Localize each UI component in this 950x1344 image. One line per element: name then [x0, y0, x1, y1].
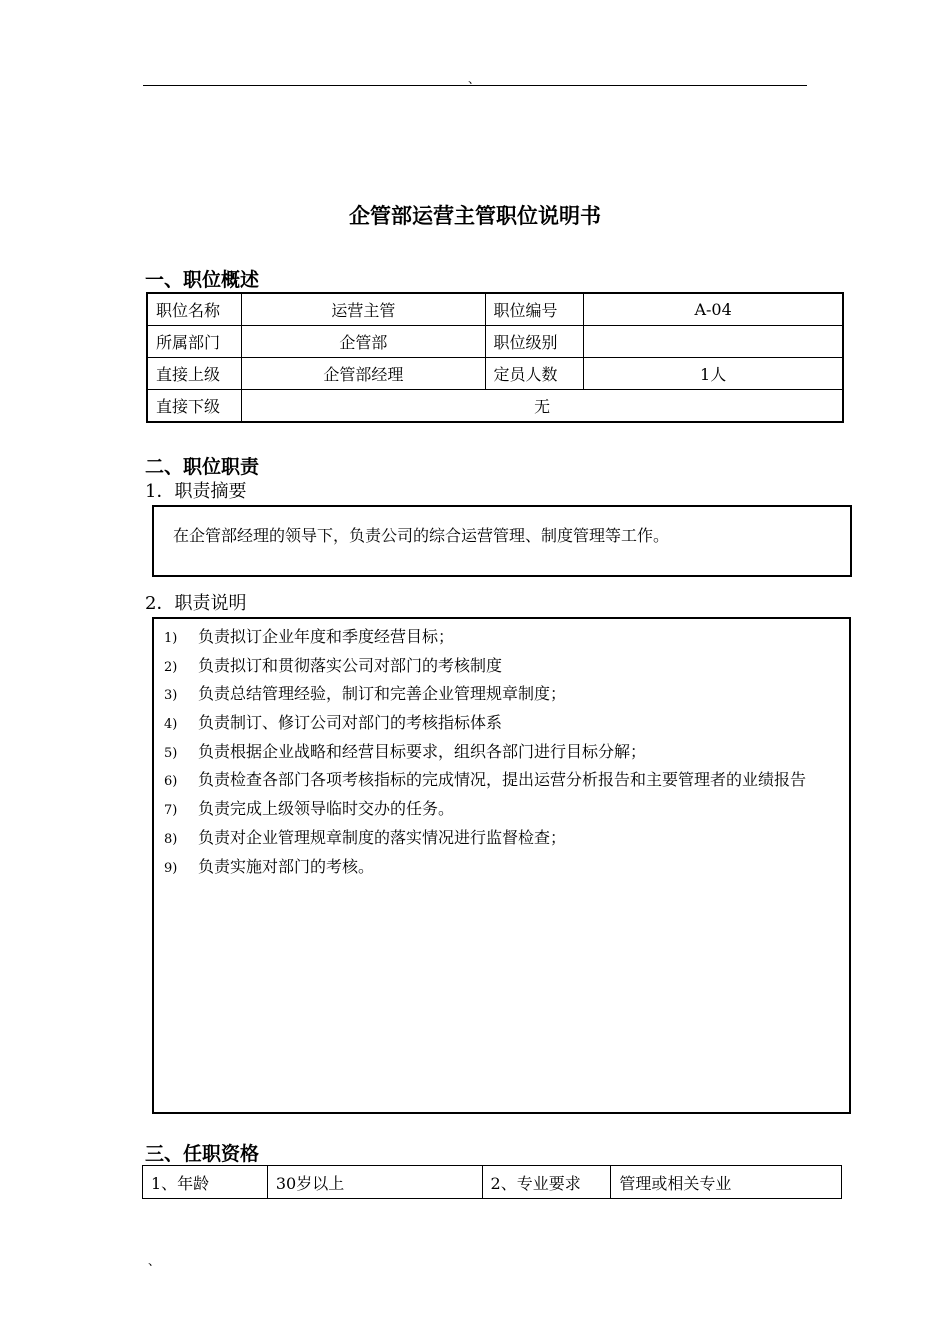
table-cell: 管理或相关专业: [611, 1166, 842, 1199]
header-mark: 、: [468, 72, 481, 86]
list-text: 负责拟订和贯彻落实公司对部门的考核制度: [198, 655, 503, 675]
qualification-table: [142, 1165, 842, 1199]
list-number: 4): [164, 717, 178, 733]
list-item: [164, 856, 841, 879]
list-item: [164, 798, 841, 821]
section2-heading: 二、职位职责: [145, 456, 260, 478]
table-row: [143, 1166, 842, 1199]
list-item: [164, 769, 841, 792]
duty-detail-box: [152, 617, 851, 1114]
list-number: 8): [164, 831, 178, 847]
duty-summary-heading: 1．职责摘要: [145, 481, 247, 502]
duty-summary-text: 在企管部经理的领导下，负责公司的综合运营管理、制度管理等工作。: [173, 526, 670, 545]
list-number: 1): [164, 631, 178, 646]
table-cell: 运营主管: [242, 293, 485, 326]
table-cell: 职位编号: [485, 293, 584, 326]
duty-detail-heading: 2．职责说明: [145, 593, 247, 614]
table-cell: 职位名称: [147, 293, 242, 326]
list-item: [164, 712, 841, 735]
table-cell: 无: [242, 390, 843, 423]
list-number: 3): [164, 688, 178, 704]
table-cell: 2、专业要求: [482, 1166, 611, 1199]
table-row: [147, 293, 843, 326]
list-text: 负责检查各部门各项考核指标的完成情况，提出运营分析报告和主要管理者的业绩报告: [198, 770, 807, 790]
table-cell: 定员人数: [485, 358, 584, 390]
list-text: 负责对企业管理规章制度的落实情况进行监督检查；: [198, 827, 567, 847]
table-row: [147, 358, 843, 390]
list-item: [164, 741, 841, 764]
list-item: [164, 655, 841, 678]
duty-list: [154, 619, 849, 879]
list-text: 负责总结管理经验，制订和完善企业管理规章制度；: [198, 684, 567, 704]
footer-mark: 、: [148, 1254, 161, 1268]
list-number: 6): [164, 774, 178, 790]
table-cell: 1人: [584, 358, 843, 390]
position-overview-table: [146, 292, 844, 423]
table-cell: 所属部门: [147, 326, 242, 358]
table-cell: 直接上级: [147, 358, 242, 390]
table-cell: A-04: [584, 293, 843, 326]
table-cell: 企管部: [242, 326, 485, 358]
list-number: 5): [164, 745, 178, 761]
list-number: 7): [164, 803, 178, 819]
list-item: [164, 683, 841, 706]
duty-summary-box: [152, 505, 852, 577]
list-text: 负责完成上级领导临时交办的任务。: [198, 799, 455, 819]
table-row: [147, 390, 843, 423]
document-title: 企管部运营主管职位说明书: [349, 204, 601, 228]
list-number: 2): [164, 659, 178, 675]
list-text: 负责制订、修订公司对部门的考核指标体系: [198, 713, 503, 733]
header-rule: [143, 85, 807, 86]
table-cell: 职位级别: [485, 326, 584, 358]
table-cell: 直接下级: [147, 390, 242, 423]
list-item: [164, 827, 841, 850]
table-row: [147, 326, 843, 358]
table-cell: 30岁以上: [267, 1166, 482, 1199]
list-text: 负责实施对部门的考核。: [198, 856, 375, 876]
section3-heading: 三、任职资格: [145, 1143, 260, 1165]
list-number: 9): [164, 860, 178, 876]
list-text: 负责根据企业战略和经营目标要求，组织各部门进行目标分解；: [198, 741, 647, 761]
table-cell: 1、年龄: [143, 1166, 268, 1199]
section1-heading: 一、职位概述: [145, 269, 260, 291]
list-item: [164, 626, 841, 649]
table-cell: [584, 326, 843, 358]
list-text: 负责拟订企业年度和季度经营目标；: [198, 627, 455, 646]
table-cell: 企管部经理: [242, 358, 485, 390]
